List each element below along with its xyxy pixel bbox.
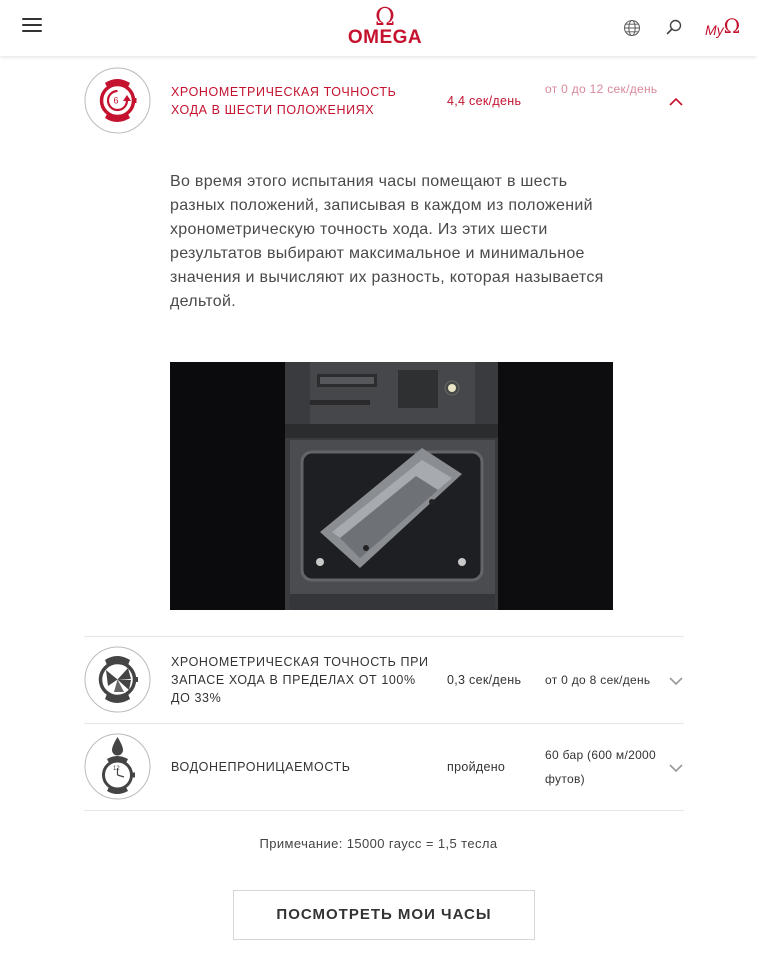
view-my-watches-button[interactable]: ПОСМОТРЕТЬ МОИ ЧАСЫ	[233, 890, 535, 940]
test-title: ВОДОНЕПРОНИЦАЕМОСТЬ	[171, 760, 351, 774]
my-omega-symbol: Ω	[723, 14, 741, 38]
icon-digit-twelve: 12	[113, 766, 120, 772]
omega-logo-text: OMEGA	[347, 27, 423, 48]
test-title: ХРОНОМЕТРИЧЕСКАЯ ТОЧНОСТЬ ПРИ ЗАПАСЕ ХОДА В ПРЕДЕЛАХ ОТ 100% ДО 33%	[171, 655, 429, 705]
chevron-down-icon[interactable]	[668, 763, 684, 773]
row-divider	[84, 723, 684, 724]
site-header	[0, 0, 757, 56]
test-row-power-reserve[interactable]	[84, 645, 684, 715]
test-value: 0,3 сек/день	[447, 673, 522, 687]
test-row-water-resistance[interactable]	[84, 732, 684, 802]
gauss-note: Примечание: 15000 гаусс = 1,5 тесла	[259, 836, 498, 851]
chevron-down-icon[interactable]	[668, 676, 684, 686]
test-row-six-positions[interactable]	[84, 66, 684, 136]
water-resistance-icon	[84, 733, 151, 800]
chevron-up-icon[interactable]	[668, 97, 684, 107]
test-description: Во время этого испытания часы помещают в шесть разных положений, записывая в каждом из положений хронометрическую точность хода. Из этих шести результатов выбирают максимальное и минимальное значения и вычисляют их разность, которая называется дельтой.	[170, 173, 604, 310]
power-reserve-icon	[84, 646, 151, 713]
testing-machine-image	[170, 362, 613, 610]
globe-icon[interactable]	[623, 19, 641, 37]
omega-logo-symbol: Ω	[375, 3, 395, 31]
six-positions-icon	[84, 67, 151, 134]
test-value: пройдено	[447, 760, 506, 774]
row-divider	[84, 636, 684, 637]
icon-digit-six: 6	[113, 95, 119, 106]
test-range: от 0 до 12 сек/день	[545, 82, 658, 96]
search-icon[interactable]	[665, 18, 683, 36]
test-range: 60 бар (600 м/2000 футов)	[545, 748, 656, 786]
test-range: от 0 до 8 сек/день	[545, 673, 651, 687]
test-title: ХРОНОМЕТРИЧЕСКАЯ ТОЧНОСТЬ ХОДА В ШЕСТИ ПОЛОЖЕНИЯХ	[171, 85, 397, 117]
test-value: 4,4 сек/день	[447, 94, 522, 108]
omega-logo[interactable]	[340, 3, 430, 48]
menu-icon[interactable]	[22, 18, 42, 34]
row-divider	[84, 810, 684, 811]
my-omega-link[interactable]	[705, 14, 740, 38]
my-omega-label: My	[705, 22, 724, 38]
